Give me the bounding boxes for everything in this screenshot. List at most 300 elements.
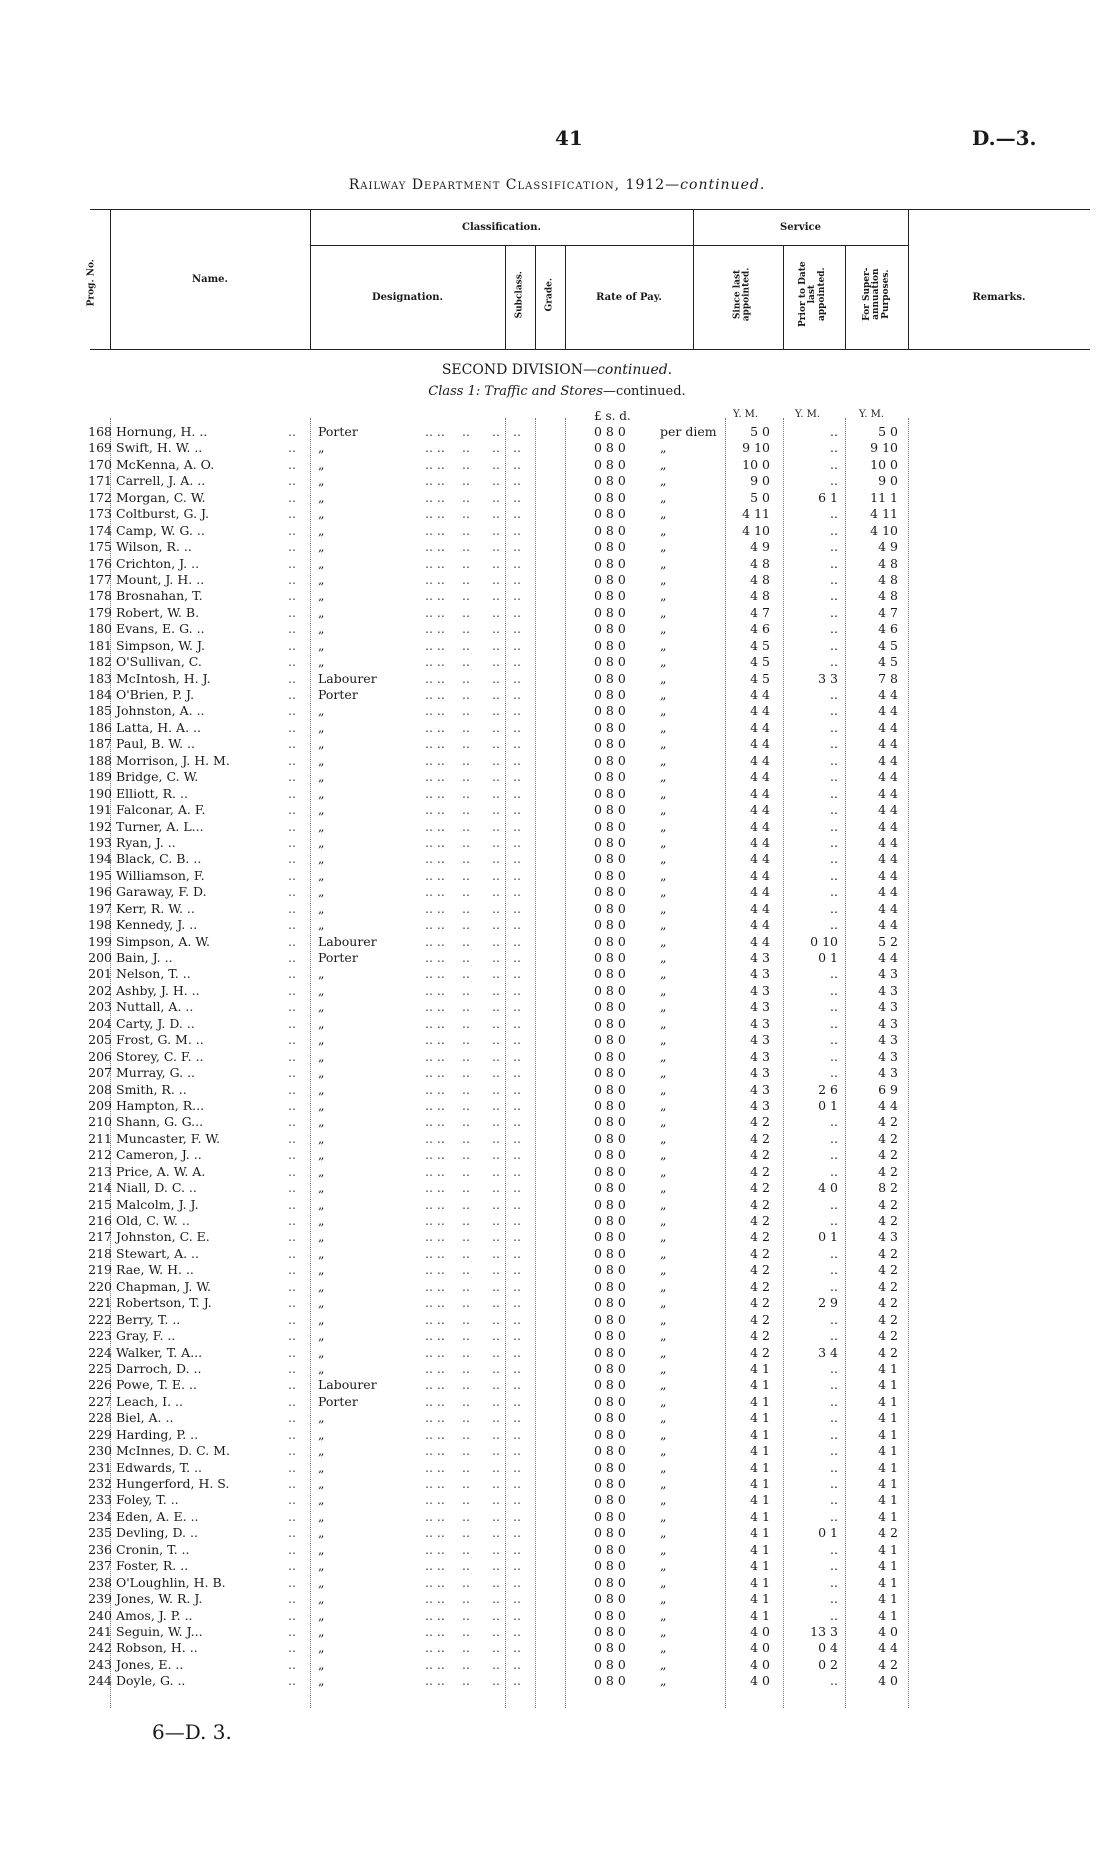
leader-dots: .. [462, 1097, 470, 1113]
superannuation-cell: 4 0 [878, 1623, 898, 1639]
prior-to-date-cell: .. [830, 851, 838, 867]
since-last-cell: 4 3 [750, 1015, 770, 1031]
rate-note-cell: „ [660, 867, 667, 883]
since-last-cell: 4 4 [750, 752, 770, 768]
table-row [0, 868, 1114, 884]
leader-dots: .. [492, 999, 500, 1015]
header-divider-4 [535, 245, 536, 349]
prior-to-date-cell: .. [830, 1311, 838, 1327]
prior-to-date-cell: .. [830, 1065, 838, 1081]
since-last-cell: 4 0 [750, 1640, 770, 1656]
leader-dots: .. .. [425, 1459, 445, 1475]
name-cell: Ashby, J. H. .. [116, 982, 200, 998]
since-last-cell: 4 2 [750, 1311, 770, 1327]
rate-note-cell: „ [660, 1114, 667, 1130]
designation-cell: „ [318, 1656, 325, 1672]
leader-dots: .. [462, 489, 470, 505]
leader-dots: .. [288, 1541, 296, 1557]
prior-to-date-cell: .. [830, 1130, 838, 1146]
name-cell: Robertson, T. J. [116, 1295, 212, 1311]
prog-no-cell: 243 [88, 1656, 112, 1672]
leader-dots: .. [492, 1114, 500, 1130]
prog-no-cell: 204 [88, 1015, 112, 1031]
table-row [0, 1131, 1114, 1147]
leader-dots: .. [492, 1410, 500, 1426]
designation-cell: „ [318, 1640, 325, 1656]
prior-to-date-cell: 2 6 [818, 1081, 838, 1097]
name-cell: Camp, W. G. .. [116, 522, 205, 538]
leader-dots: .. [462, 1623, 470, 1639]
name-cell: Foster, R. .. [116, 1558, 189, 1574]
leader-dots: .. [513, 1015, 521, 1031]
leader-dots: .. [462, 440, 470, 456]
table-row [0, 1542, 1114, 1558]
superannuation-cell: 4 1 [878, 1508, 898, 1524]
rate-cell: 0 8 0 [594, 1229, 626, 1245]
prog-no-cell: 231 [88, 1459, 112, 1475]
designation-cell: „ [318, 1508, 325, 1524]
leader-dots: .. .. [425, 834, 445, 850]
rate-cell: 0 8 0 [594, 884, 626, 900]
superannuation-cell: 4 4 [878, 900, 898, 916]
designation-cell: „ [318, 1311, 325, 1327]
prior-to-date-cell: .. [830, 834, 838, 850]
leader-dots: .. [288, 752, 296, 768]
prog-no-cell: 201 [88, 966, 112, 982]
rate-note-cell: „ [660, 1443, 667, 1459]
prior-to-date-cell: 0 4 [818, 1640, 838, 1656]
table-row [0, 506, 1114, 522]
table-row [0, 1624, 1114, 1640]
name-cell: Chapman, J. W. [116, 1278, 211, 1294]
leader-dots: .. .. [425, 1065, 445, 1081]
since-last-cell: 4 4 [750, 818, 770, 834]
prog-no-cell: 188 [88, 752, 112, 768]
header-rule-bottom [90, 349, 1090, 350]
leader-dots: .. .. [425, 1262, 445, 1278]
table-row [0, 1427, 1114, 1443]
prior-to-date-cell: .. [830, 424, 838, 439]
superannuation-cell: 4 1 [878, 1459, 898, 1475]
leader-dots: .. [462, 637, 470, 653]
designation-cell: „ [318, 473, 325, 489]
since-last-cell: 4 3 [750, 1032, 770, 1048]
name-cell: Cameron, J. .. [116, 1147, 202, 1163]
name-cell: Powe, T. E. .. [116, 1377, 197, 1393]
name-cell: McInnes, D. C. M. [116, 1443, 230, 1459]
superannuation-cell: 4 2 [878, 1114, 898, 1130]
leader-dots: .. .. [425, 1196, 445, 1212]
prog-no-cell: 240 [88, 1607, 112, 1623]
leader-dots: .. .. [425, 654, 445, 670]
leader-dots: .. [513, 654, 521, 670]
superannuation-cell: 4 2 [878, 1196, 898, 1212]
leader-dots: .. [288, 555, 296, 571]
since-last-cell: 4 9 [750, 539, 770, 555]
name-cell: Kerr, R. W. .. [116, 900, 195, 916]
leader-dots: .. [513, 489, 521, 505]
table-row [0, 1575, 1114, 1591]
leader-dots: .. [288, 769, 296, 785]
since-last-cell: 4 2 [750, 1196, 770, 1212]
leader-dots: .. [288, 1558, 296, 1574]
table-row [0, 1082, 1114, 1098]
since-last-cell: 5 0 [750, 424, 770, 439]
leader-dots: .. [492, 1443, 500, 1459]
leader-dots: .. [513, 900, 521, 916]
leader-dots: .. [513, 1196, 521, 1212]
prog-no-cell: 192 [88, 818, 112, 834]
rate-cell: 0 8 0 [594, 950, 626, 965]
superannuation-cell: 4 2 [878, 1130, 898, 1146]
rate-note-cell: „ [660, 1393, 667, 1409]
prog-no-cell: 170 [88, 456, 112, 472]
leader-dots: .. [288, 1278, 296, 1294]
table-row [0, 999, 1114, 1015]
designation-cell: „ [318, 1410, 325, 1426]
leader-dots: .. [492, 802, 500, 818]
superannuation-cell: 4 1 [878, 1377, 898, 1393]
leader-dots: .. .. [425, 1591, 445, 1607]
leader-dots: .. [492, 473, 500, 489]
leader-dots: .. [288, 1147, 296, 1163]
leader-dots: .. [288, 424, 296, 439]
prog-no-cell: 175 [88, 539, 112, 555]
table-row [0, 1640, 1114, 1656]
name-cell: Wilson, R. .. [116, 539, 192, 555]
prior-to-date-cell: .. [830, 1393, 838, 1409]
leader-dots: .. .. [425, 1443, 445, 1459]
leader-dots: .. [513, 456, 521, 472]
prog-no-cell: 236 [88, 1541, 112, 1557]
designation-cell: Porter [318, 950, 358, 965]
rate-note-cell: „ [660, 1180, 667, 1196]
leader-dots: .. .. [425, 1278, 445, 1294]
superannuation-cell: 4 10 [870, 522, 898, 538]
name-cell: Devling, D. .. [116, 1525, 198, 1541]
leader-dots: .. [513, 1377, 521, 1393]
designation-cell: „ [318, 1278, 325, 1294]
rate-note-cell: „ [660, 1130, 667, 1146]
superannuation-cell: 9 0 [878, 473, 898, 489]
leader-dots: .. [462, 1295, 470, 1311]
leader-dots: .. [492, 637, 500, 653]
leader-dots: .. [288, 1673, 296, 1689]
table-row [0, 1229, 1114, 1245]
prior-to-date-cell: 13 3 [810, 1623, 838, 1639]
superannuation-cell: 4 3 [878, 999, 898, 1015]
prior-to-date-cell: 0 1 [818, 950, 838, 965]
leader-dots: .. .. [425, 703, 445, 719]
since-last-cell: 4 3 [750, 999, 770, 1015]
leader-dots: .. [288, 1591, 296, 1607]
name-cell: Falconar, A. F. [116, 802, 206, 818]
since-last-cell: 4 2 [750, 1180, 770, 1196]
superannuation-cell: 4 3 [878, 1015, 898, 1031]
since-last-cell: 4 4 [750, 802, 770, 818]
designation-cell: „ [318, 604, 325, 620]
leader-dots: .. .. [425, 1426, 445, 1442]
designation-cell: „ [318, 982, 325, 998]
leader-dots: .. .. [425, 1393, 445, 1409]
rate-cell: 0 8 0 [594, 1591, 626, 1607]
header-subclass: Subclass. [514, 271, 525, 319]
superannuation-cell: 4 4 [878, 834, 898, 850]
rate-note-cell: „ [660, 1574, 667, 1590]
table-row [0, 473, 1114, 489]
leader-dots: .. [492, 1328, 500, 1344]
name-cell: Frost, G. M. .. [116, 1032, 204, 1048]
designation-cell: „ [318, 1114, 325, 1130]
leader-dots: .. .. [425, 424, 445, 439]
leader-dots: .. [462, 1607, 470, 1623]
prior-to-date-cell: .. [830, 1147, 838, 1163]
leader-dots: .. [288, 1130, 296, 1146]
superannuation-cell: 4 2 [878, 1245, 898, 1261]
since-last-cell: 4 1 [750, 1410, 770, 1426]
leader-dots: .. .. [425, 1097, 445, 1113]
prog-no-cell: 202 [88, 982, 112, 998]
leader-dots: .. [513, 1278, 521, 1294]
rate-cell: 0 8 0 [594, 440, 626, 456]
leader-dots: .. [492, 1656, 500, 1672]
name-cell: Walker, T. A... [116, 1344, 203, 1360]
designation-cell: „ [318, 1295, 325, 1311]
leader-dots: .. [492, 588, 500, 604]
prog-no-cell: 233 [88, 1492, 112, 1508]
leader-dots: .. [288, 489, 296, 505]
rate-cell: 0 8 0 [594, 522, 626, 538]
rate-note-cell: „ [660, 1508, 667, 1524]
leader-dots: .. [288, 571, 296, 587]
prior-to-date-cell: .. [830, 1492, 838, 1508]
prior-to-date-cell: .. [830, 1673, 838, 1689]
rate-note-cell: „ [660, 1558, 667, 1574]
superannuation-cell: 4 4 [878, 818, 898, 834]
prog-no-cell: 197 [88, 900, 112, 916]
page-number: 41 [555, 126, 583, 150]
designation-cell: „ [318, 769, 325, 785]
prog-no-cell: 223 [88, 1328, 112, 1344]
name-cell: Shann, G. G... [116, 1114, 204, 1130]
since-last-cell: 4 2 [750, 1229, 770, 1245]
rate-cell: 0 8 0 [594, 1492, 626, 1508]
rate-note-cell: „ [660, 818, 667, 834]
leader-dots: .. [492, 440, 500, 456]
leader-dots: .. .. [425, 752, 445, 768]
prog-no-cell: 208 [88, 1081, 112, 1097]
leader-dots: .. [462, 1492, 470, 1508]
rate-note-cell: „ [660, 1048, 667, 1064]
designation-cell: „ [318, 1459, 325, 1475]
rate-note-cell: „ [660, 1476, 667, 1491]
prior-to-date-cell: .. [830, 1015, 838, 1031]
leader-dots: .. [513, 703, 521, 719]
designation-cell: „ [318, 1492, 325, 1508]
prior-to-date-cell: .. [830, 654, 838, 670]
leader-dots: .. [288, 1065, 296, 1081]
leader-dots: .. [492, 1607, 500, 1623]
leader-dots: .. [492, 867, 500, 883]
header-remarks: Remarks. [972, 292, 1026, 303]
leader-dots: .. [462, 1410, 470, 1426]
name-cell: Muncaster, F. W. [116, 1130, 221, 1146]
prog-no-cell: 189 [88, 769, 112, 785]
prog-no-cell: 211 [88, 1130, 112, 1146]
rate-note-cell: „ [660, 1360, 667, 1376]
rate-cell: 0 8 0 [594, 802, 626, 818]
prior-to-date-cell: .. [830, 867, 838, 883]
superannuation-cell: 4 1 [878, 1591, 898, 1607]
name-cell: Jones, W. R. J. [116, 1591, 203, 1607]
prior-to-date-cell: .. [830, 604, 838, 620]
leader-dots: .. [513, 522, 521, 538]
designation-cell: Labourer [318, 1377, 377, 1393]
since-last-cell: 4 2 [750, 1295, 770, 1311]
since-last-cell: 4 1 [750, 1443, 770, 1459]
rate-note-cell: „ [660, 950, 667, 965]
leader-dots: .. [492, 1476, 500, 1491]
rate-cell: 0 8 0 [594, 1130, 626, 1146]
header-prior-to-date: Prior to Date last appointed. [797, 261, 827, 327]
prior-to-date-cell: .. [830, 1328, 838, 1344]
since-last-cell: 4 4 [750, 703, 770, 719]
header-rate-of-pay: Rate of Pay. [596, 292, 662, 303]
leader-dots: .. [462, 1558, 470, 1574]
rate-cell: 0 8 0 [594, 1048, 626, 1064]
designation-cell: „ [318, 1344, 325, 1360]
prior-to-date-cell: 0 2 [818, 1656, 838, 1672]
leader-dots: .. [462, 1640, 470, 1656]
header-designation: Designation. [371, 292, 444, 303]
prog-no-cell: 239 [88, 1591, 112, 1607]
rate-note-cell: „ [660, 1492, 667, 1508]
leader-dots: .. .. [425, 1377, 445, 1393]
leader-dots: .. [513, 1476, 521, 1491]
since-last-cell: 4 4 [750, 867, 770, 883]
leader-dots: .. [288, 1015, 296, 1031]
prog-no-cell: 237 [88, 1558, 112, 1574]
name-cell: Simpson, W. J. [116, 637, 205, 653]
prior-to-date-cell: .. [830, 637, 838, 653]
designation-cell: „ [318, 900, 325, 916]
leader-dots: .. [513, 539, 521, 555]
leader-dots: .. [492, 1213, 500, 1228]
prior-to-date-cell: .. [830, 736, 838, 752]
leader-dots: .. [513, 1426, 521, 1442]
designation-cell: „ [318, 588, 325, 604]
designation-cell: „ [318, 966, 325, 982]
leader-dots: .. [462, 752, 470, 768]
leader-dots: .. [288, 522, 296, 538]
table-row [0, 1279, 1114, 1295]
leader-dots: .. [288, 1196, 296, 1212]
leader-dots: .. [492, 1311, 500, 1327]
leader-dots: .. [513, 1673, 521, 1689]
leader-dots: .. .. [425, 539, 445, 555]
header-for-superannuation: For Super- annuation Purposes. [861, 267, 891, 321]
since-last-cell: 4 0 [750, 1623, 770, 1639]
rate-cell: 0 8 0 [594, 703, 626, 719]
leader-dots: .. [492, 1065, 500, 1081]
designation-cell: „ [318, 1328, 325, 1344]
name-cell: Garaway, F. D. [116, 884, 207, 900]
leader-dots: .. .. [425, 1574, 445, 1590]
leader-dots: .. .. [425, 900, 445, 916]
rate-cell: 0 8 0 [594, 1541, 626, 1557]
leader-dots: .. [492, 1426, 500, 1442]
table-row [0, 901, 1114, 917]
leader-dots: .. [462, 1262, 470, 1278]
rate-cell: 0 8 0 [594, 687, 626, 702]
table-row [0, 638, 1114, 654]
prog-no-cell: 220 [88, 1278, 112, 1294]
rate-note-cell: „ [660, 736, 667, 752]
leader-dots: .. [492, 621, 500, 637]
leader-dots: .. .. [425, 621, 445, 637]
rate-cell: 0 8 0 [594, 1065, 626, 1081]
prior-to-date-cell: .. [830, 818, 838, 834]
name-cell: Johnston, A. .. [116, 703, 205, 719]
leader-dots: .. [492, 1393, 500, 1409]
leader-dots: .. [288, 1476, 296, 1491]
leader-dots: .. [462, 1015, 470, 1031]
table-row [0, 1608, 1114, 1624]
name-cell: Turner, A. L... [116, 818, 204, 834]
leader-dots: .. .. [425, 1163, 445, 1179]
prog-no-cell: 230 [88, 1443, 112, 1459]
rate-note-cell: „ [660, 1213, 667, 1228]
prior-to-date-cell: .. [830, 1213, 838, 1228]
table-row [0, 1361, 1114, 1377]
table-row [0, 1114, 1114, 1130]
name-cell: Storey, C. F. .. [116, 1048, 204, 1064]
leader-dots: .. [513, 571, 521, 587]
since-last-cell: 4 1 [750, 1574, 770, 1590]
table-row [0, 934, 1114, 950]
name-cell: Hornung, H. .. [116, 424, 208, 439]
designation-cell: „ [318, 489, 325, 505]
superannuation-cell: 4 4 [878, 687, 898, 702]
prior-to-date-cell: .. [830, 982, 838, 998]
name-cell: Stewart, A. .. [116, 1245, 200, 1261]
superannuation-cell: 4 4 [878, 917, 898, 933]
leader-dots: .. [288, 999, 296, 1015]
leader-dots: .. [288, 1032, 296, 1048]
superannuation-cell: 4 1 [878, 1360, 898, 1376]
leader-dots: .. [492, 424, 500, 439]
rate-note-cell: „ [660, 670, 667, 686]
superannuation-cell: 4 6 [878, 621, 898, 637]
rate-note-cell: „ [660, 1377, 667, 1393]
designation-cell: „ [318, 851, 325, 867]
leader-dots: .. [513, 1640, 521, 1656]
superannuation-cell: 4 4 [878, 785, 898, 801]
rate-note-cell: „ [660, 621, 667, 637]
rate-note-cell: „ [660, 1278, 667, 1294]
prog-no-cell: 221 [88, 1295, 112, 1311]
rate-note-cell: „ [660, 966, 667, 982]
leader-dots: .. .. [425, 1213, 445, 1228]
prog-no-cell: 203 [88, 999, 112, 1015]
leader-dots: .. [492, 1673, 500, 1689]
leader-dots: .. [462, 1328, 470, 1344]
prior-to-date-cell: .. [830, 1278, 838, 1294]
prior-to-date-cell: .. [830, 456, 838, 472]
prog-no-cell: 215 [88, 1196, 112, 1212]
leader-dots: .. [462, 1196, 470, 1212]
since-last-cell: 4 1 [750, 1377, 770, 1393]
